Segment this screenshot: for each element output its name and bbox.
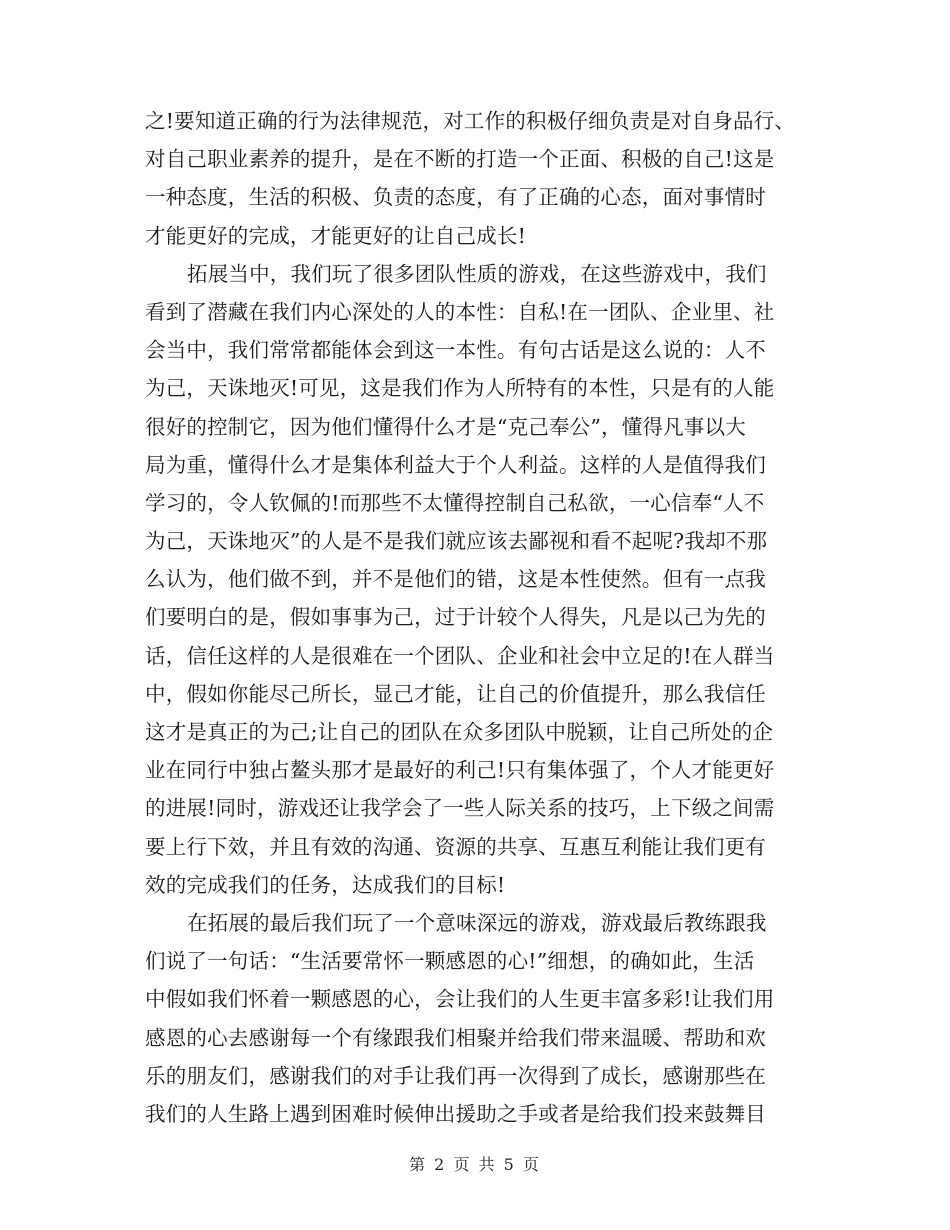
text-line: 我们的人生路上遇到困难时候伸出援助之手或者是给我们投来鼓舞目 xyxy=(145,1101,766,1126)
text-line: 局为重，懂得什么才是集体利益大于个人利益。这样的人是值得我们 xyxy=(145,452,766,477)
text-line: 看到了潜藏在我们内心深处的人的本性：自私!在一团队、企业里、社 xyxy=(145,299,775,324)
text-line: 感恩的心去感谢每一个有缘跟我们相聚并给我们带来温暖、帮助和欢 xyxy=(145,1025,766,1050)
text-line: 才能更好的完成，才能更好的让自己成长! xyxy=(145,223,527,248)
page-footer: 第 2 页 共 5 页 xyxy=(409,1155,541,1174)
text-line: 们说了一句话：“生活要常怀一颗感恩的心!”细想，的确如此，生活 xyxy=(145,949,755,974)
text-line: 话，信任这样的人是很难在一个团队、企业和社会中立足的!在人群当 xyxy=(145,643,775,668)
text-line: 么认为，他们做不到，并不是他们的错，这是本性使然。但有一点我 xyxy=(145,567,766,592)
text-line: 为己，天诛地灭!可见，这是我们作为人所特有的本性，只是有的人能 xyxy=(145,376,775,401)
text-line: 效的完成我们的任务，达成我们的目标! xyxy=(145,872,506,897)
text-line: 很好的控制它，因为他们懂得什么才是“克己奉公”，懂得凡事以大 xyxy=(145,414,746,439)
text-line: 一种态度，生活的积极、负责的态度，有了正确的心态，面对事情时 xyxy=(145,185,766,210)
text-line: 中，假如你能尽己所长，显己才能，让自己的价值提升，那么我信任 xyxy=(145,681,766,706)
text-line: 们要明白的是，假如事事为己，过于计较个人得失，凡是以己为先的 xyxy=(145,605,766,630)
text-line: 业在同行中独占鳌头那才是最好的利己!只有集体强了，个人才能更好 xyxy=(145,758,775,783)
text-line: 的进展!同时，游戏还让我学会了一些人际关系的技巧，上下级之间需 xyxy=(145,796,775,821)
text-line: 这才是真正的为己;让自己的团队在众多团队中脱颖，让自己所处的企 xyxy=(145,720,774,744)
text-line: 学习的，令人钦佩的!而那些不太懂得控制自己私欲，一心信奉“人不 xyxy=(145,490,765,515)
text-line: 要上行下效，并且有效的沟通、资源的共享、互惠互利能让我们更有 xyxy=(145,834,766,859)
text-line: 中假如我们怀着一颗感恩的心，会让我们的人生更丰富多彩!让我们用 xyxy=(145,987,775,1012)
text-line: 之!要知道正确的行为法律规范，对工作的积极仔细负责是对自身品行、 xyxy=(145,109,796,133)
text-line: 乐的朋友们，感谢我们的对手让我们再一次得到了成长，感谢那些在 xyxy=(145,1063,766,1088)
text-line: 为己，天诛地灭”的人是不是我们就应该去鄙视和看不起呢?我却不那 xyxy=(145,529,768,554)
text-line: 会当中，我们常常都能体会到这一本性。有句古话是这么说的：人不 xyxy=(145,338,766,363)
text-line: 拓展当中，我们玩了很多团队性质的游戏，在这些游戏中，我们 xyxy=(187,261,767,286)
text-line: 在拓展的最后我们玩了一个意味深远的游戏，游戏最后教练跟我 xyxy=(187,910,767,935)
text-line: 对自己职业素养的提升，是在不断的打造一个正面、积极的自己!这是 xyxy=(145,147,775,172)
document-body xyxy=(145,102,815,1133)
